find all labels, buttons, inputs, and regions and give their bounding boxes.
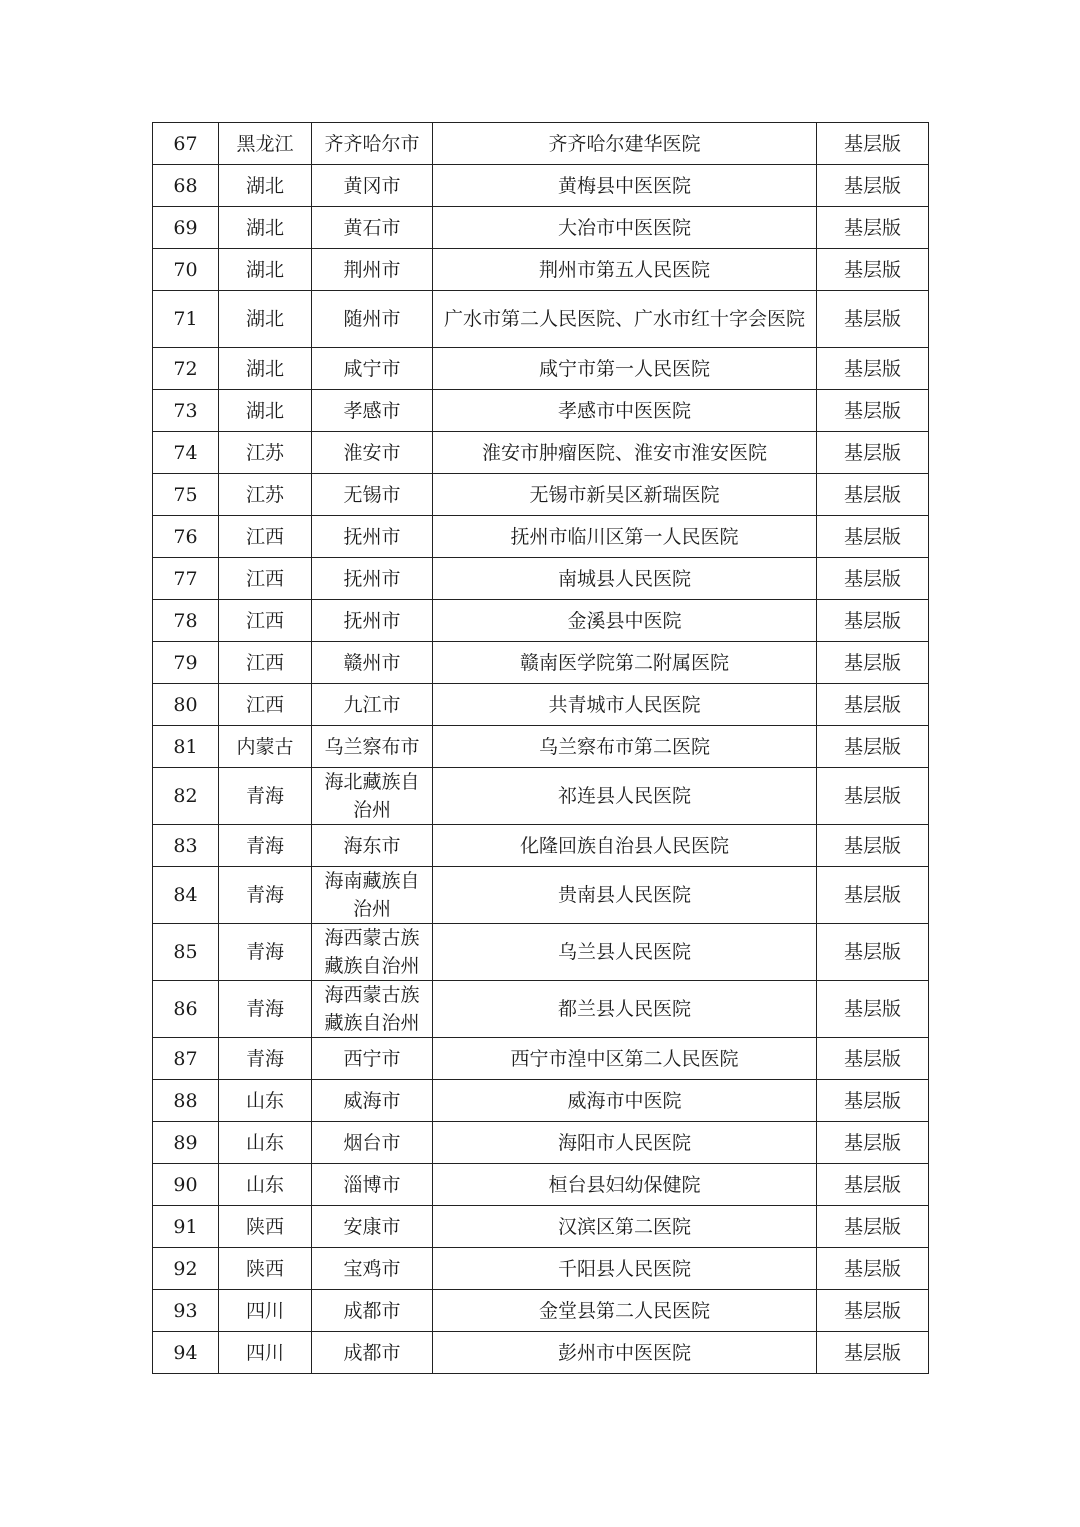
cell-hospital: 荆州市第五人民医院 bbox=[433, 249, 817, 291]
cell-number: 78 bbox=[153, 600, 219, 642]
cell-number: 75 bbox=[153, 474, 219, 516]
cell-hospital: 西宁市湟中区第二人民医院 bbox=[433, 1038, 817, 1080]
cell-number: 88 bbox=[153, 1080, 219, 1122]
cell-city: 咸宁市 bbox=[312, 348, 433, 390]
cell-version: 基层版 bbox=[817, 768, 929, 825]
cell-city: 黄冈市 bbox=[312, 165, 433, 207]
cell-number: 74 bbox=[153, 432, 219, 474]
cell-number: 71 bbox=[153, 291, 219, 348]
cell-hospital: 威海市中医院 bbox=[433, 1080, 817, 1122]
cell-city: 乌兰察布市 bbox=[312, 726, 433, 768]
cell-hospital: 乌兰县人民医院 bbox=[433, 924, 817, 981]
table-row bbox=[153, 291, 929, 348]
cell-version: 基层版 bbox=[817, 642, 929, 684]
cell-city: 安康市 bbox=[312, 1206, 433, 1248]
cell-hospital: 齐齐哈尔建华医院 bbox=[433, 123, 817, 165]
cell-hospital: 广水市第二人民医院、广水市红十字会医院 bbox=[433, 291, 817, 348]
table-row bbox=[153, 165, 929, 207]
cell-version: 基层版 bbox=[817, 1080, 929, 1122]
cell-version: 基层版 bbox=[817, 1206, 929, 1248]
cell-province: 四川 bbox=[219, 1332, 312, 1374]
cell-version: 基层版 bbox=[817, 516, 929, 558]
cell-province: 湖北 bbox=[219, 291, 312, 348]
cell-version: 基层版 bbox=[817, 558, 929, 600]
cell-version: 基层版 bbox=[817, 825, 929, 867]
cell-city: 齐齐哈尔市 bbox=[312, 123, 433, 165]
cell-version: 基层版 bbox=[817, 1248, 929, 1290]
cell-hospital: 抚州市临川区第一人民医院 bbox=[433, 516, 817, 558]
cell-city: 海北藏族自治州 bbox=[312, 768, 433, 825]
cell-number: 76 bbox=[153, 516, 219, 558]
cell-province: 青海 bbox=[219, 825, 312, 867]
table-row bbox=[153, 558, 929, 600]
cell-hospital: 无锡市新吴区新瑞医院 bbox=[433, 474, 817, 516]
cell-city: 西宁市 bbox=[312, 1038, 433, 1080]
table-body bbox=[153, 123, 929, 1374]
cell-province: 湖北 bbox=[219, 390, 312, 432]
table-row bbox=[153, 1248, 929, 1290]
cell-city: 孝感市 bbox=[312, 390, 433, 432]
table-row bbox=[153, 684, 929, 726]
table-row bbox=[153, 1164, 929, 1206]
cell-hospital: 黄梅县中医医院 bbox=[433, 165, 817, 207]
cell-province: 黑龙江 bbox=[219, 123, 312, 165]
cell-number: 89 bbox=[153, 1122, 219, 1164]
cell-hospital: 赣南医学院第二附属医院 bbox=[433, 642, 817, 684]
cell-province: 湖北 bbox=[219, 165, 312, 207]
cell-city: 海南藏族自治州 bbox=[312, 867, 433, 924]
cell-version: 基层版 bbox=[817, 726, 929, 768]
cell-number: 84 bbox=[153, 867, 219, 924]
cell-number: 69 bbox=[153, 207, 219, 249]
cell-city: 成都市 bbox=[312, 1290, 433, 1332]
cell-city: 荆州市 bbox=[312, 249, 433, 291]
cell-city: 抚州市 bbox=[312, 600, 433, 642]
cell-province: 江西 bbox=[219, 516, 312, 558]
cell-number: 90 bbox=[153, 1164, 219, 1206]
cell-province: 江西 bbox=[219, 642, 312, 684]
table-row bbox=[153, 207, 929, 249]
cell-number: 83 bbox=[153, 825, 219, 867]
table-row bbox=[153, 1290, 929, 1332]
table-row bbox=[153, 1332, 929, 1374]
cell-province: 湖北 bbox=[219, 348, 312, 390]
table-row bbox=[153, 825, 929, 867]
cell-number: 82 bbox=[153, 768, 219, 825]
cell-number: 77 bbox=[153, 558, 219, 600]
cell-version: 基层版 bbox=[817, 123, 929, 165]
cell-hospital: 孝感市中医医院 bbox=[433, 390, 817, 432]
cell-version: 基层版 bbox=[817, 390, 929, 432]
cell-city: 成都市 bbox=[312, 1332, 433, 1374]
cell-number: 94 bbox=[153, 1332, 219, 1374]
cell-city: 抚州市 bbox=[312, 516, 433, 558]
cell-city: 海西蒙古族藏族自治州 bbox=[312, 924, 433, 981]
cell-number: 87 bbox=[153, 1038, 219, 1080]
cell-city: 宝鸡市 bbox=[312, 1248, 433, 1290]
cell-province: 陕西 bbox=[219, 1248, 312, 1290]
cell-version: 基层版 bbox=[817, 207, 929, 249]
table-row bbox=[153, 1122, 929, 1164]
cell-number: 81 bbox=[153, 726, 219, 768]
cell-province: 江苏 bbox=[219, 432, 312, 474]
cell-version: 基层版 bbox=[817, 291, 929, 348]
cell-version: 基层版 bbox=[817, 1164, 929, 1206]
cell-number: 72 bbox=[153, 348, 219, 390]
cell-province: 青海 bbox=[219, 924, 312, 981]
cell-city: 黄石市 bbox=[312, 207, 433, 249]
table-row bbox=[153, 924, 929, 981]
cell-number: 67 bbox=[153, 123, 219, 165]
cell-number: 91 bbox=[153, 1206, 219, 1248]
cell-version: 基层版 bbox=[817, 1122, 929, 1164]
cell-province: 江西 bbox=[219, 684, 312, 726]
table-row bbox=[153, 768, 929, 825]
cell-number: 70 bbox=[153, 249, 219, 291]
table-row bbox=[153, 432, 929, 474]
cell-province: 四川 bbox=[219, 1290, 312, 1332]
cell-city: 无锡市 bbox=[312, 474, 433, 516]
cell-hospital: 大冶市中医医院 bbox=[433, 207, 817, 249]
table-row bbox=[153, 390, 929, 432]
cell-hospital: 化隆回族自治县人民医院 bbox=[433, 825, 817, 867]
cell-number: 68 bbox=[153, 165, 219, 207]
hospital-table bbox=[152, 122, 929, 1374]
cell-hospital: 共青城市人民医院 bbox=[433, 684, 817, 726]
cell-number: 85 bbox=[153, 924, 219, 981]
cell-province: 湖北 bbox=[219, 207, 312, 249]
table-row bbox=[153, 600, 929, 642]
table-row bbox=[153, 249, 929, 291]
cell-hospital: 都兰县人民医院 bbox=[433, 981, 817, 1038]
cell-hospital: 咸宁市第一人民医院 bbox=[433, 348, 817, 390]
cell-hospital: 千阳县人民医院 bbox=[433, 1248, 817, 1290]
cell-city: 海东市 bbox=[312, 825, 433, 867]
cell-city: 淄博市 bbox=[312, 1164, 433, 1206]
cell-province: 湖北 bbox=[219, 249, 312, 291]
cell-number: 92 bbox=[153, 1248, 219, 1290]
cell-version: 基层版 bbox=[817, 981, 929, 1038]
table-row bbox=[153, 516, 929, 558]
cell-version: 基层版 bbox=[817, 600, 929, 642]
cell-province: 青海 bbox=[219, 768, 312, 825]
cell-number: 79 bbox=[153, 642, 219, 684]
cell-hospital: 汉滨区第二医院 bbox=[433, 1206, 817, 1248]
cell-hospital: 金堂县第二人民医院 bbox=[433, 1290, 817, 1332]
cell-version: 基层版 bbox=[817, 165, 929, 207]
cell-version: 基层版 bbox=[817, 474, 929, 516]
cell-number: 86 bbox=[153, 981, 219, 1038]
cell-province: 江苏 bbox=[219, 474, 312, 516]
cell-hospital: 桓台县妇幼保健院 bbox=[433, 1164, 817, 1206]
cell-version: 基层版 bbox=[817, 432, 929, 474]
cell-province: 江西 bbox=[219, 600, 312, 642]
cell-province: 山东 bbox=[219, 1122, 312, 1164]
cell-province: 青海 bbox=[219, 1038, 312, 1080]
table-row bbox=[153, 1080, 929, 1122]
cell-hospital: 彭州市中医医院 bbox=[433, 1332, 817, 1374]
cell-hospital: 南城县人民医院 bbox=[433, 558, 817, 600]
cell-city: 海西蒙古族藏族自治州 bbox=[312, 981, 433, 1038]
table-row bbox=[153, 123, 929, 165]
cell-version: 基层版 bbox=[817, 1038, 929, 1080]
cell-hospital: 淮安市肿瘤医院、淮安市淮安医院 bbox=[433, 432, 817, 474]
cell-province: 山东 bbox=[219, 1164, 312, 1206]
cell-city: 九江市 bbox=[312, 684, 433, 726]
table-row bbox=[153, 642, 929, 684]
cell-city: 烟台市 bbox=[312, 1122, 433, 1164]
cell-city: 淮安市 bbox=[312, 432, 433, 474]
cell-province: 青海 bbox=[219, 981, 312, 1038]
cell-version: 基层版 bbox=[817, 249, 929, 291]
cell-number: 93 bbox=[153, 1290, 219, 1332]
cell-province: 内蒙古 bbox=[219, 726, 312, 768]
cell-hospital: 金溪县中医院 bbox=[433, 600, 817, 642]
table-row bbox=[153, 981, 929, 1038]
cell-version: 基层版 bbox=[817, 684, 929, 726]
cell-province: 陕西 bbox=[219, 1206, 312, 1248]
table-row bbox=[153, 867, 929, 924]
cell-province: 青海 bbox=[219, 867, 312, 924]
cell-number: 73 bbox=[153, 390, 219, 432]
cell-version: 基层版 bbox=[817, 348, 929, 390]
cell-city: 威海市 bbox=[312, 1080, 433, 1122]
cell-city: 随州市 bbox=[312, 291, 433, 348]
cell-city: 抚州市 bbox=[312, 558, 433, 600]
table-row bbox=[153, 1038, 929, 1080]
cell-number: 80 bbox=[153, 684, 219, 726]
cell-hospital: 海阳市人民医院 bbox=[433, 1122, 817, 1164]
cell-version: 基层版 bbox=[817, 1332, 929, 1374]
cell-version: 基层版 bbox=[817, 924, 929, 981]
cell-province: 江西 bbox=[219, 558, 312, 600]
table-row bbox=[153, 474, 929, 516]
cell-hospital: 贵南县人民医院 bbox=[433, 867, 817, 924]
cell-version: 基层版 bbox=[817, 867, 929, 924]
cell-city: 赣州市 bbox=[312, 642, 433, 684]
table-row bbox=[153, 1206, 929, 1248]
cell-hospital: 祁连县人民医院 bbox=[433, 768, 817, 825]
cell-province: 山东 bbox=[219, 1080, 312, 1122]
cell-version: 基层版 bbox=[817, 1290, 929, 1332]
table-row bbox=[153, 348, 929, 390]
table-row bbox=[153, 726, 929, 768]
cell-hospital: 乌兰察布市第二医院 bbox=[433, 726, 817, 768]
